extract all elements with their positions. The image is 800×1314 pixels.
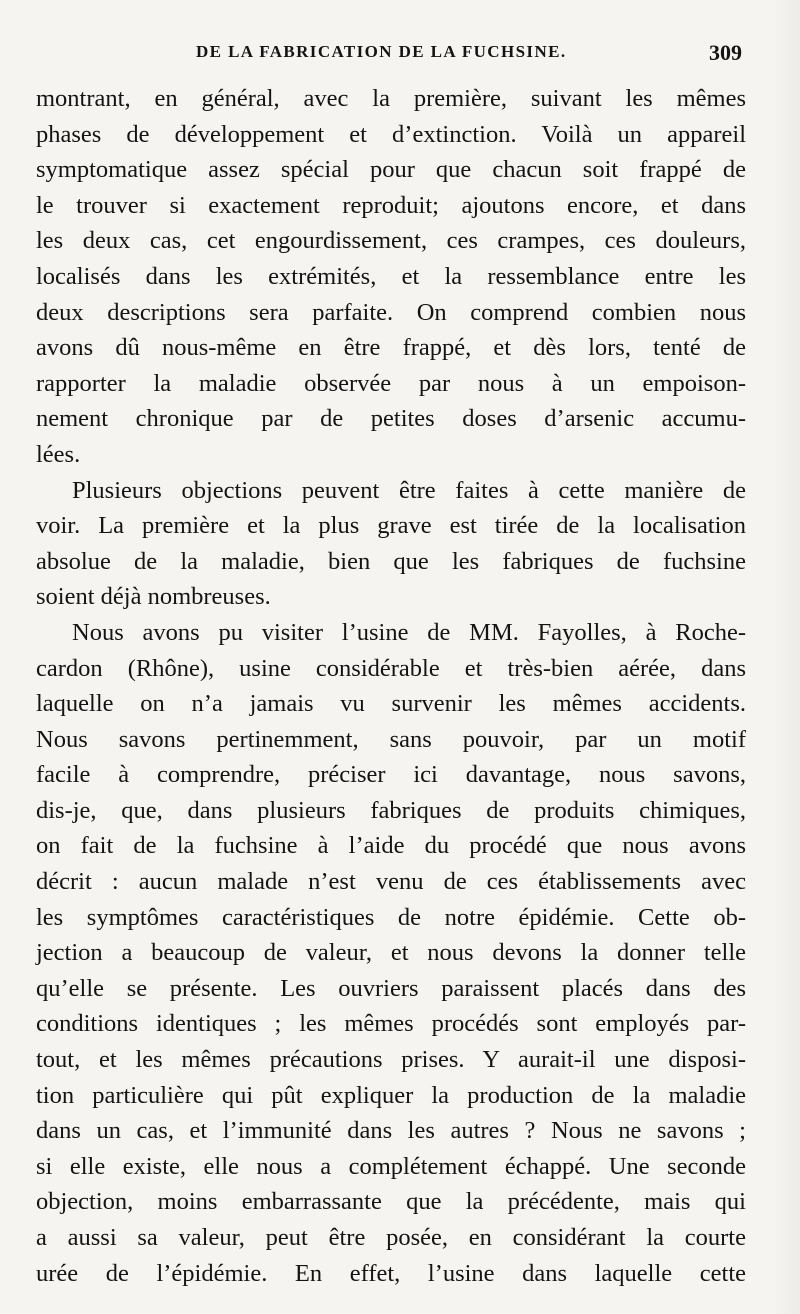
- running-title: DE LA FABRICATION DE LA FUCHSINE.: [196, 42, 567, 61]
- text-line: les deux cas, cet engourdissement, ces crampes, ces douleurs,: [36, 227, 746, 255]
- text-line: Plusieurs objections peuvent être faites à cette manière de: [72, 476, 746, 504]
- body-text: [36, 81, 746, 1291]
- text-line: voir. La première et la plus grave est tirée de la localisation: [36, 512, 746, 540]
- text-line: les symptômes caractéristiques de notre épidémie. Cette ob-: [36, 903, 746, 931]
- text-line: absolue de la maladie, bien que les fabriques de fuchsine: [36, 547, 746, 575]
- text-line: le trouver si exactement reproduit; ajoutons encore, et dans: [36, 191, 746, 219]
- text-line: nement chronique par de petites doses d’arsenic accumu-: [36, 405, 746, 433]
- text-line: deux descriptions sera parfaite. On comprend combien nous: [36, 298, 746, 326]
- text-line: a aussi sa valeur, peut être posée, en considérant la courte: [36, 1224, 746, 1251]
- text-line: rapporter la maladie observée par nous à un empoison-: [36, 369, 746, 397]
- text-line: tion particulière qui pût expliquer la production de la maladie: [36, 1081, 746, 1109]
- text-line: facile à comprendre, préciser ici davantage, nous savons,: [36, 761, 746, 789]
- text-line: avons dû nous-même en être frappé, et dès lors, tenté de: [36, 334, 746, 362]
- text-line: montrant, en général, avec la première, suivant les mêmes: [36, 85, 746, 112]
- text-line: qu’elle se présente. Les ouvriers paraissent placés dans des: [36, 974, 746, 1002]
- text-line: Nous savons pertinemment, sans pouvoir, par un motif: [36, 725, 746, 753]
- text-line: dans un cas, et l’immunité dans les autres ? Nous ne savons ;: [36, 1117, 746, 1145]
- text-line: tout, et les mêmes précautions prises. Y aurait-il une disposi-: [36, 1046, 746, 1074]
- text-line: cardon (Rhône), usine considérable et très-bien aérée, dans: [36, 654, 746, 682]
- text-line: dis-je, que, dans plusieurs fabriques de produits chimiques,: [36, 796, 746, 824]
- text-line: soient déjà nombreuses.: [36, 583, 271, 611]
- text-line: phases de développement et d’extinction. Voilà un appareil: [36, 120, 746, 148]
- text-line: décrit : aucun malade n’est venu de ces établissements avec: [36, 868, 746, 896]
- text-line: symptomatique assez spécial pour que chacun soit frappé de: [36, 156, 746, 184]
- text-line: objection, moins embarrassante que la précédente, mais qui: [36, 1188, 746, 1216]
- text-line: si elle existe, elle nous a complétement échappé. Une seconde: [36, 1152, 746, 1180]
- text-line: laquelle on n’a jamais vu survenir les mêmes accidents.: [36, 690, 746, 718]
- text-line: Nous avons pu visiter l’usine de MM. Fayolles, à Roche-: [72, 618, 746, 646]
- text-line: conditions identiques ; les mêmes procédés sont employés par-: [36, 1010, 746, 1038]
- page-header: [36, 40, 742, 76]
- text-line: urée de l’épidémie. En effet, l’usine dans laquelle cette: [36, 1259, 746, 1287]
- text-line: on fait de la fuchsine à l’aide du procédé que nous avons: [36, 832, 746, 860]
- text-line: jection a beaucoup de valeur, et nous devons la donner telle: [36, 939, 746, 967]
- text-line: lées.: [36, 440, 81, 468]
- text-line: localisés dans les extrémités, et la ressemblance entre les: [36, 262, 746, 290]
- page-number: 309: [709, 40, 742, 65]
